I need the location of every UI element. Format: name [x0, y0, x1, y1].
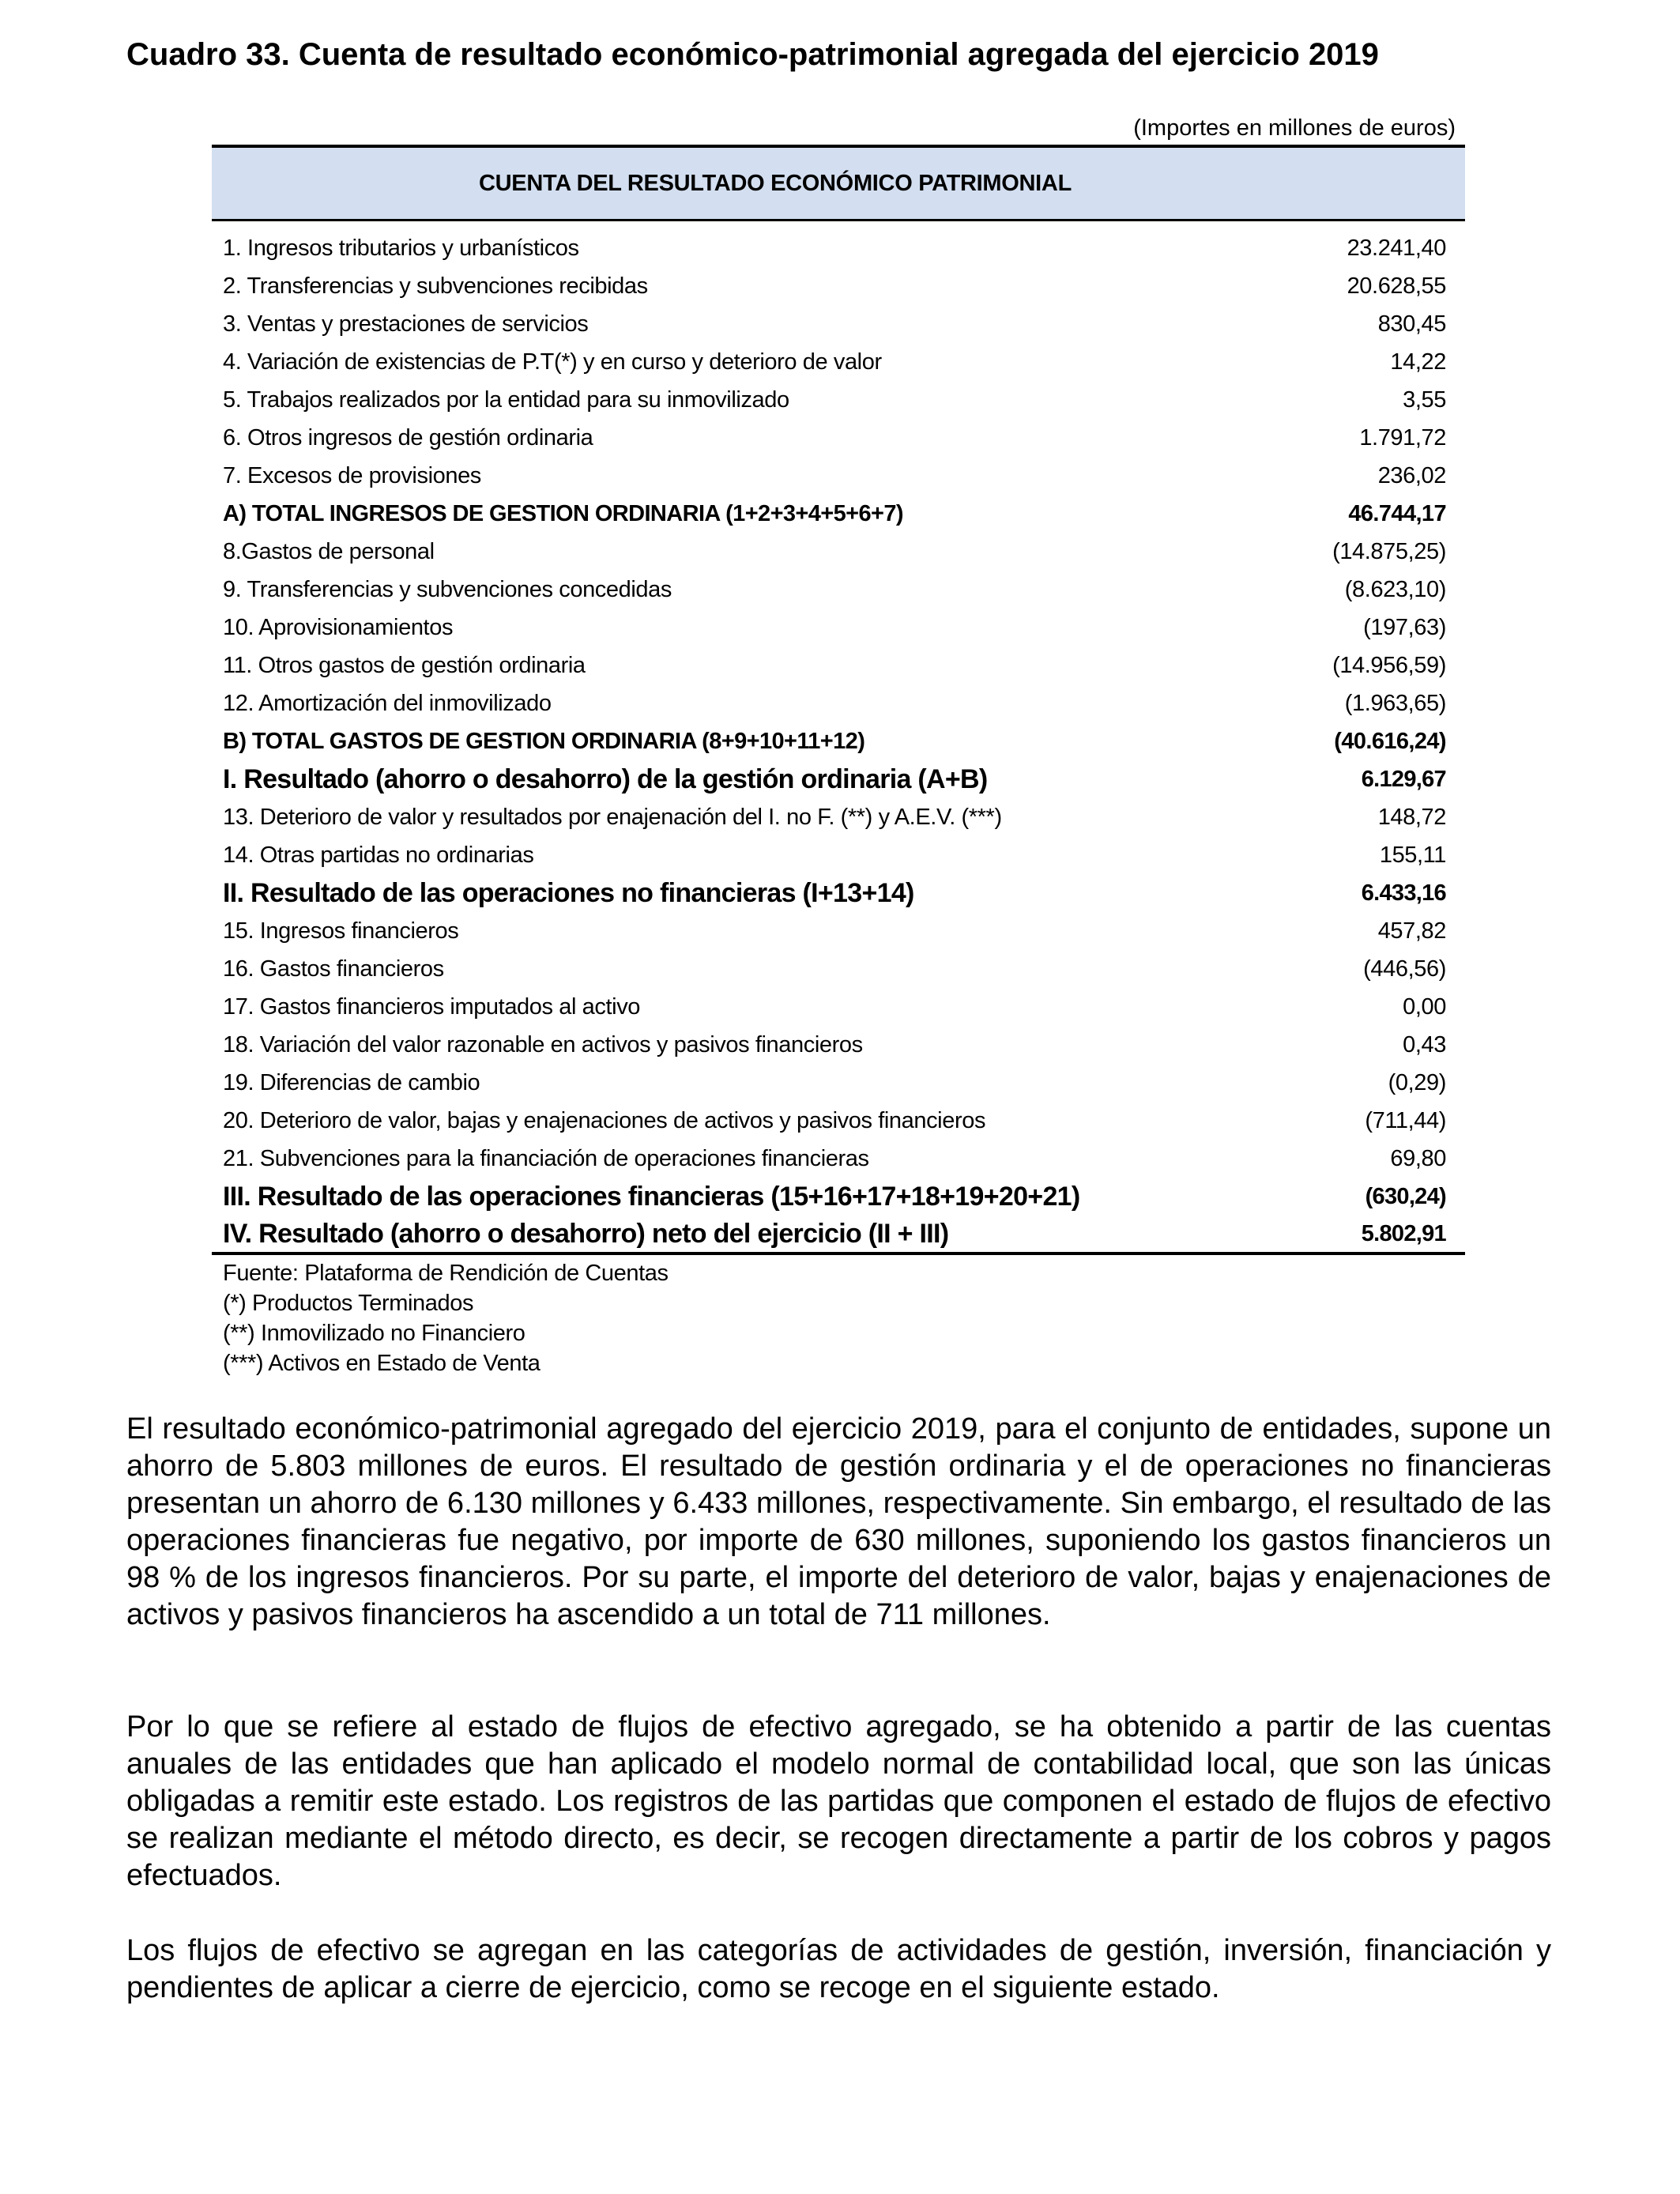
row-value: (8.623,10) — [1344, 576, 1446, 602]
table-row — [212, 343, 1465, 381]
row-label: I. Resultado (ahorro o desahorro) de la gestión ordinaria (A+B) — [223, 763, 988, 794]
row-label: 5. Trabajos realizados por la entidad para su inmovilizado — [223, 386, 789, 413]
table-row — [212, 533, 1465, 571]
result-row-ordinary — [212, 760, 1465, 798]
row-label: A) TOTAL INGRESOS DE GESTION ORDINARIA (1+2+3+4+5+6+7) — [223, 500, 903, 526]
table-row — [212, 609, 1465, 647]
row-value: (630,24) — [1365, 1183, 1446, 1209]
total-row-expenses — [212, 722, 1465, 760]
row-label: III. Resultado de las operaciones financieras (15+16+17+18+19+20+21) — [223, 1181, 1080, 1212]
results-table — [212, 145, 1465, 1378]
row-value: (711,44) — [1365, 1107, 1446, 1133]
row-value: (0,29) — [1388, 1069, 1446, 1095]
result-row-financial — [212, 1178, 1465, 1216]
row-value: (14.956,59) — [1332, 652, 1446, 678]
source-note: Fuente: Plataforma de Rendición de Cuentas — [223, 1261, 669, 1286]
row-label: 2. Transferencias y subvenciones recibidas — [223, 273, 648, 299]
table-row — [212, 229, 1465, 267]
row-label: B) TOTAL GASTOS DE GESTION ORDINARIA (8+9+10+11+12) — [223, 728, 865, 754]
table-row — [212, 305, 1465, 343]
row-value: 0,00 — [1403, 993, 1446, 1020]
row-value: 830,45 — [1377, 311, 1446, 337]
page-title: Cuadro 33. Cuenta de resultado económico-patrimonial agregada del ejercicio 2019 — [126, 37, 1379, 72]
row-value: 6.433,16 — [1361, 880, 1446, 906]
row-value: 23.241,40 — [1347, 235, 1446, 261]
table-body — [212, 221, 1465, 1255]
table-row — [212, 988, 1465, 1026]
table-row — [212, 1140, 1465, 1178]
row-label: 7. Excesos de provisiones — [223, 462, 481, 488]
body-paragraph: El resultado económico-patrimonial agregado del ejercicio 2019, para el conjunto de entidades, supone un ahorro de 5.803 millones de euros. El resultado de gestión ordinaria y el de operaciones no financieras presentan un ahorro de 6.130 millones y 6.433 millones, respectivamente. Sin embargo, el resultado de las operaciones financieras fue negativo, por importe de 630 millones, suponiendo los gastos financieros un 98 % de los ingresos financieros. Por su parte, el importe del deterioro de valor, bajas y enajenaciones de activos y pasivos financieros ha ascendido a un total de 711 millones. — [126, 1412, 1551, 1631]
row-value: 20.628,55 — [1347, 273, 1446, 299]
table-header: CUENTA DEL RESULTADO ECONÓMICO PATRIMONIAL — [212, 145, 1465, 221]
row-label: 14. Otras partidas no ordinarias — [223, 842, 534, 868]
footnote: (***) Activos en Estado de Venta — [223, 1351, 541, 1376]
row-value: 69,80 — [1390, 1145, 1446, 1171]
row-label: 15. Ingresos financieros — [223, 918, 459, 944]
row-label: 16. Gastos financieros — [223, 956, 444, 982]
row-value: 46.744,17 — [1348, 500, 1446, 526]
row-label: IV. Resultado (ahorro o desahorro) neto del ejercicio (II + III) — [223, 1218, 949, 1249]
table-row — [212, 381, 1465, 419]
row-value: 236,02 — [1377, 462, 1446, 488]
result-row-non-financial — [212, 874, 1465, 912]
row-value: 14,22 — [1390, 349, 1446, 375]
row-label: 9. Transferencias y subvenciones concedidas — [223, 576, 672, 602]
table-row — [212, 836, 1465, 874]
row-label: 19. Diferencias de cambio — [223, 1069, 480, 1095]
units-note: (Importes en millones de euros) — [1133, 115, 1456, 141]
row-value: 6.129,67 — [1361, 766, 1446, 792]
row-label: 11. Otros gastos de gestión ordinaria — [223, 652, 586, 678]
row-value: (1.963,65) — [1344, 690, 1446, 716]
row-label: II. Resultado de las operaciones no financieras (I+13+14) — [223, 877, 914, 908]
row-value: 457,82 — [1377, 918, 1446, 944]
row-value: 1.791,72 — [1359, 424, 1446, 450]
row-label: 13. Deterioro de valor y resultados por enajenación del I. no F. (**) y A.E.V. (***) — [223, 804, 1002, 830]
body-paragraph: Por lo que se refiere al estado de flujos de efectivo agregado, se ha obtenido a partir de las cuentas anuales de las entidades que han aplicado el modelo normal de contabilidad local, que son las únicas obligadas a remitir este estado. Los registros de las partidas que componen el estado de flujos de efectivo se realizan mediante el método directo, es decir, se recogen directamente a partir de los cobros y pagos efectuados. — [126, 1710, 1551, 1892]
table-row — [212, 647, 1465, 684]
table-row — [212, 912, 1465, 950]
row-label: 4. Variación de existencias de P.T(*) y en curso y deterioro de valor — [223, 349, 882, 375]
row-value: 3,55 — [1403, 386, 1446, 413]
table-row — [212, 1026, 1465, 1064]
body-paragraph: Los flujos de efectivo se agregan en las categorías de actividades de gestión, inversión, financiación y pendientes de aplicar a cierre de ejercicio, como se recoge en el siguiente estado. — [126, 1934, 1551, 2004]
footnote: (*) Productos Terminados — [223, 1291, 474, 1316]
table-row — [212, 950, 1465, 988]
row-label: 12. Amortización del inmovilizado — [223, 690, 552, 716]
row-value: (446,56) — [1363, 956, 1446, 982]
footnote: (**) Inmovilizado no Financiero — [223, 1321, 525, 1346]
total-row-income — [212, 495, 1465, 533]
row-label: 1. Ingresos tributarios y urbanísticos — [223, 235, 579, 261]
row-label: 10. Aprovisionamientos — [223, 614, 454, 640]
table-row — [212, 457, 1465, 495]
row-value: (197,63) — [1363, 614, 1446, 640]
row-label: 6. Otros ingresos de gestión ordinaria — [223, 424, 593, 450]
result-row-net — [212, 1216, 1465, 1255]
table-row — [212, 684, 1465, 722]
row-label: 17. Gastos financieros imputados al activo — [223, 993, 641, 1020]
row-label: 21. Subvenciones para la financiación de operaciones financieras — [223, 1145, 869, 1171]
row-label: 8.Gastos de personal — [223, 538, 435, 564]
table-row — [212, 571, 1465, 609]
table-notes — [212, 1258, 1465, 1378]
row-value: (40.616,24) — [1334, 728, 1446, 754]
row-value: 148,72 — [1377, 804, 1446, 830]
table-row — [212, 1102, 1465, 1140]
row-value: 155,11 — [1379, 842, 1446, 868]
table-row — [212, 267, 1465, 305]
table-row — [212, 419, 1465, 457]
row-label: 3. Ventas y prestaciones de servicios — [223, 311, 589, 337]
row-label: 18. Variación del valor razonable en activos y pasivos financieros — [223, 1031, 863, 1057]
row-value: 5.802,91 — [1361, 1220, 1446, 1246]
row-value: (14.875,25) — [1332, 538, 1446, 564]
row-value: 0,43 — [1403, 1031, 1446, 1057]
table-row — [212, 798, 1465, 836]
table-row — [212, 1064, 1465, 1102]
row-label: 20. Deterioro de valor, bajas y enajenaciones de activos y pasivos financieros — [223, 1107, 986, 1133]
